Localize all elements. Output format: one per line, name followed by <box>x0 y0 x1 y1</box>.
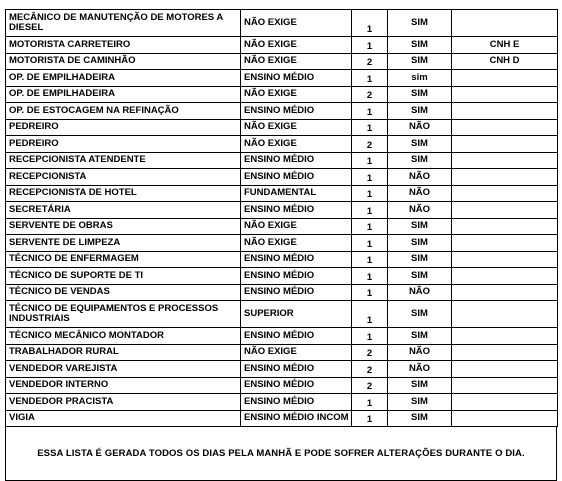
job-title-cell: MECÂNICO DE MANUTENÇÃO DE MOTORES A DIESEL <box>6 10 241 37</box>
footer-note: ESSA LISTA É GERADA TODOS OS DIAS PELA MANHÃ E PODE SOFRER ALTERAÇÕES DURANTE O DIA. <box>5 427 557 481</box>
vacancies-cell: 1 <box>352 37 388 54</box>
job-openings-table <box>5 9 558 427</box>
job-openings-body <box>6 10 558 427</box>
vacancies-cell: 2 <box>352 86 388 103</box>
vacancies-cell: 1 <box>352 235 388 252</box>
education-cell: ENSINO MÉDIO <box>241 103 352 120</box>
notes-cell <box>452 344 558 361</box>
experience-cell: SIM <box>388 394 452 411</box>
notes-cell <box>452 86 558 103</box>
table-row <box>6 152 558 169</box>
experience-cell: SIM <box>388 251 452 268</box>
notes-cell <box>452 377 558 394</box>
notes-cell <box>452 251 558 268</box>
vacancies-cell: 1 <box>352 169 388 186</box>
job-title-cell: RECEPCIONISTA <box>6 169 241 186</box>
experience-cell: NÃO <box>388 202 452 219</box>
education-cell: ENSINO MÉDIO <box>241 394 352 411</box>
notes-cell <box>452 410 558 427</box>
education-cell: ENSINO MÉDIO <box>241 268 352 285</box>
notes-cell <box>452 361 558 378</box>
notes-cell <box>452 119 558 136</box>
education-cell: ENSINO MÉDIO <box>241 284 352 301</box>
experience-cell: SIM <box>388 301 452 328</box>
education-cell: NÃO EXIGE <box>241 86 352 103</box>
job-title-cell: OP. DE EMPILHADEIRA <box>6 70 241 87</box>
education-cell: NÃO EXIGE <box>241 119 352 136</box>
job-title-cell: VENDEDOR VAREJISTA <box>6 361 241 378</box>
vacancies-cell: 1 <box>352 301 388 328</box>
education-cell: SUPERIOR <box>241 301 352 328</box>
table-row <box>6 202 558 219</box>
education-cell: NÃO EXIGE <box>241 218 352 235</box>
vacancies-cell: 1 <box>352 202 388 219</box>
table-row <box>6 10 558 37</box>
job-title-cell: SECRETÁRIA <box>6 202 241 219</box>
notes-cell <box>452 152 558 169</box>
job-title-cell: MOTORISTA DE CAMINHÃO <box>6 53 241 70</box>
table-row <box>6 169 558 186</box>
notes-cell <box>452 202 558 219</box>
vacancies-cell: 1 <box>352 10 388 37</box>
table-row <box>6 344 558 361</box>
notes-cell <box>452 136 558 153</box>
vacancies-cell: 1 <box>352 284 388 301</box>
table-row <box>6 394 558 411</box>
notes-cell <box>452 103 558 120</box>
vacancies-cell: 1 <box>352 251 388 268</box>
job-title-cell: VENDEDOR PRACISTA <box>6 394 241 411</box>
experience-cell: NÃO <box>388 361 452 378</box>
notes-cell <box>452 70 558 87</box>
experience-cell: sim <box>388 70 452 87</box>
education-cell: ENSINO MÉDIO <box>241 361 352 378</box>
experience-cell: NÃO <box>388 169 452 186</box>
experience-cell: NÃO <box>388 185 452 202</box>
education-cell: ENSINO MÉDIO <box>241 169 352 186</box>
education-cell: NÃO EXIGE <box>241 10 352 37</box>
education-cell: NÃO EXIGE <box>241 344 352 361</box>
job-title-cell: PEDREIRO <box>6 136 241 153</box>
vacancies-cell: 2 <box>352 361 388 378</box>
experience-cell: NÃO <box>388 284 452 301</box>
experience-cell: SIM <box>388 136 452 153</box>
job-title-cell: SERVENTE DE LIMPEZA <box>6 235 241 252</box>
vacancies-cell: 1 <box>352 218 388 235</box>
education-cell: ENSINO MÉDIO <box>241 328 352 345</box>
vacancies-cell: 1 <box>352 268 388 285</box>
notes-cell <box>452 394 558 411</box>
table-row <box>6 86 558 103</box>
experience-cell: SIM <box>388 235 452 252</box>
vacancies-cell: 1 <box>352 119 388 136</box>
table-row <box>6 251 558 268</box>
experience-cell: SIM <box>388 410 452 427</box>
experience-cell: SIM <box>388 268 452 285</box>
table-row <box>6 410 558 427</box>
notes-cell <box>452 218 558 235</box>
job-title-cell: MOTORISTA CARRETEIRO <box>6 37 241 54</box>
table-row <box>6 119 558 136</box>
experience-cell: SIM <box>388 10 452 37</box>
education-cell: NÃO EXIGE <box>241 235 352 252</box>
table-row <box>6 377 558 394</box>
experience-cell: SIM <box>388 152 452 169</box>
table-row <box>6 185 558 202</box>
education-cell: ENSINO MÉDIO <box>241 251 352 268</box>
education-cell: NÃO EXIGE <box>241 136 352 153</box>
table-row <box>6 218 558 235</box>
experience-cell: NÃO <box>388 344 452 361</box>
education-cell: ENSINO MÉDIO <box>241 377 352 394</box>
job-title-cell: VENDEDOR INTERNO <box>6 377 241 394</box>
notes-cell <box>452 328 558 345</box>
job-title-cell: SERVENTE DE OBRAS <box>6 218 241 235</box>
job-title-cell: TÉCNICO DE ENFERMAGEM <box>6 251 241 268</box>
experience-cell: NÃO <box>388 119 452 136</box>
table-row <box>6 53 558 70</box>
vacancies-cell: 1 <box>352 103 388 120</box>
vacancies-cell: 1 <box>352 328 388 345</box>
job-listing-sheet <box>5 9 557 481</box>
education-cell: ENSINO MÉDIO <box>241 70 352 87</box>
job-title-cell: OP. DE EMPILHADEIRA <box>6 86 241 103</box>
notes-cell <box>452 10 558 37</box>
experience-cell: SIM <box>388 37 452 54</box>
vacancies-cell: 1 <box>352 152 388 169</box>
education-cell: ENSINO MÉDIO <box>241 202 352 219</box>
education-cell: FUNDAMENTAL <box>241 185 352 202</box>
vacancies-cell: 1 <box>352 410 388 427</box>
experience-cell: SIM <box>388 218 452 235</box>
table-row <box>6 136 558 153</box>
vacancies-cell: 1 <box>352 70 388 87</box>
table-row <box>6 301 558 328</box>
experience-cell: SIM <box>388 53 452 70</box>
notes-cell <box>452 301 558 328</box>
table-row <box>6 268 558 285</box>
vacancies-cell: 1 <box>352 394 388 411</box>
education-cell: ENSINO MÉDIO INCOM <box>241 410 352 427</box>
vacancies-cell: 2 <box>352 53 388 70</box>
education-cell: NÃO EXIGE <box>241 53 352 70</box>
table-row <box>6 103 558 120</box>
experience-cell: SIM <box>388 377 452 394</box>
table-row <box>6 361 558 378</box>
notes-cell <box>452 268 558 285</box>
vacancies-cell: 2 <box>352 136 388 153</box>
education-cell: ENSINO MÉDIO <box>241 152 352 169</box>
education-cell: NÃO EXIGE <box>241 37 352 54</box>
job-title-cell: TRABALHADOR RURAL <box>6 344 241 361</box>
experience-cell: SIM <box>388 103 452 120</box>
experience-cell: SIM <box>388 328 452 345</box>
table-row <box>6 70 558 87</box>
job-title-cell: OP. DE ESTOCAGEM NA REFINAÇÃO <box>6 103 241 120</box>
notes-cell: CNH E <box>452 37 558 54</box>
table-row <box>6 284 558 301</box>
table-row <box>6 37 558 54</box>
table-row <box>6 235 558 252</box>
job-title-cell: RECEPCIONISTA DE HOTEL <box>6 185 241 202</box>
job-title-cell: TÉCNICO DE VENDAS <box>6 284 241 301</box>
experience-cell: SIM <box>388 86 452 103</box>
job-title-cell: TÉCNICO MECÂNICO MONTADOR <box>6 328 241 345</box>
job-title-cell: TÉCNICO DE SUPORTE DE TI <box>6 268 241 285</box>
notes-cell: CNH D <box>452 53 558 70</box>
job-title-cell: VIGIA <box>6 410 241 427</box>
notes-cell <box>452 185 558 202</box>
vacancies-cell: 2 <box>352 377 388 394</box>
job-title-cell: TÉCNICO DE EQUIPAMENTOS E PROCESSOS INDUSTRIAIS <box>6 301 241 328</box>
notes-cell <box>452 284 558 301</box>
notes-cell <box>452 169 558 186</box>
job-title-cell: PEDREIRO <box>6 119 241 136</box>
vacancies-cell: 1 <box>352 185 388 202</box>
vacancies-cell: 2 <box>352 344 388 361</box>
job-title-cell: RECEPCIONISTA ATENDENTE <box>6 152 241 169</box>
notes-cell <box>452 235 558 252</box>
table-row <box>6 328 558 345</box>
